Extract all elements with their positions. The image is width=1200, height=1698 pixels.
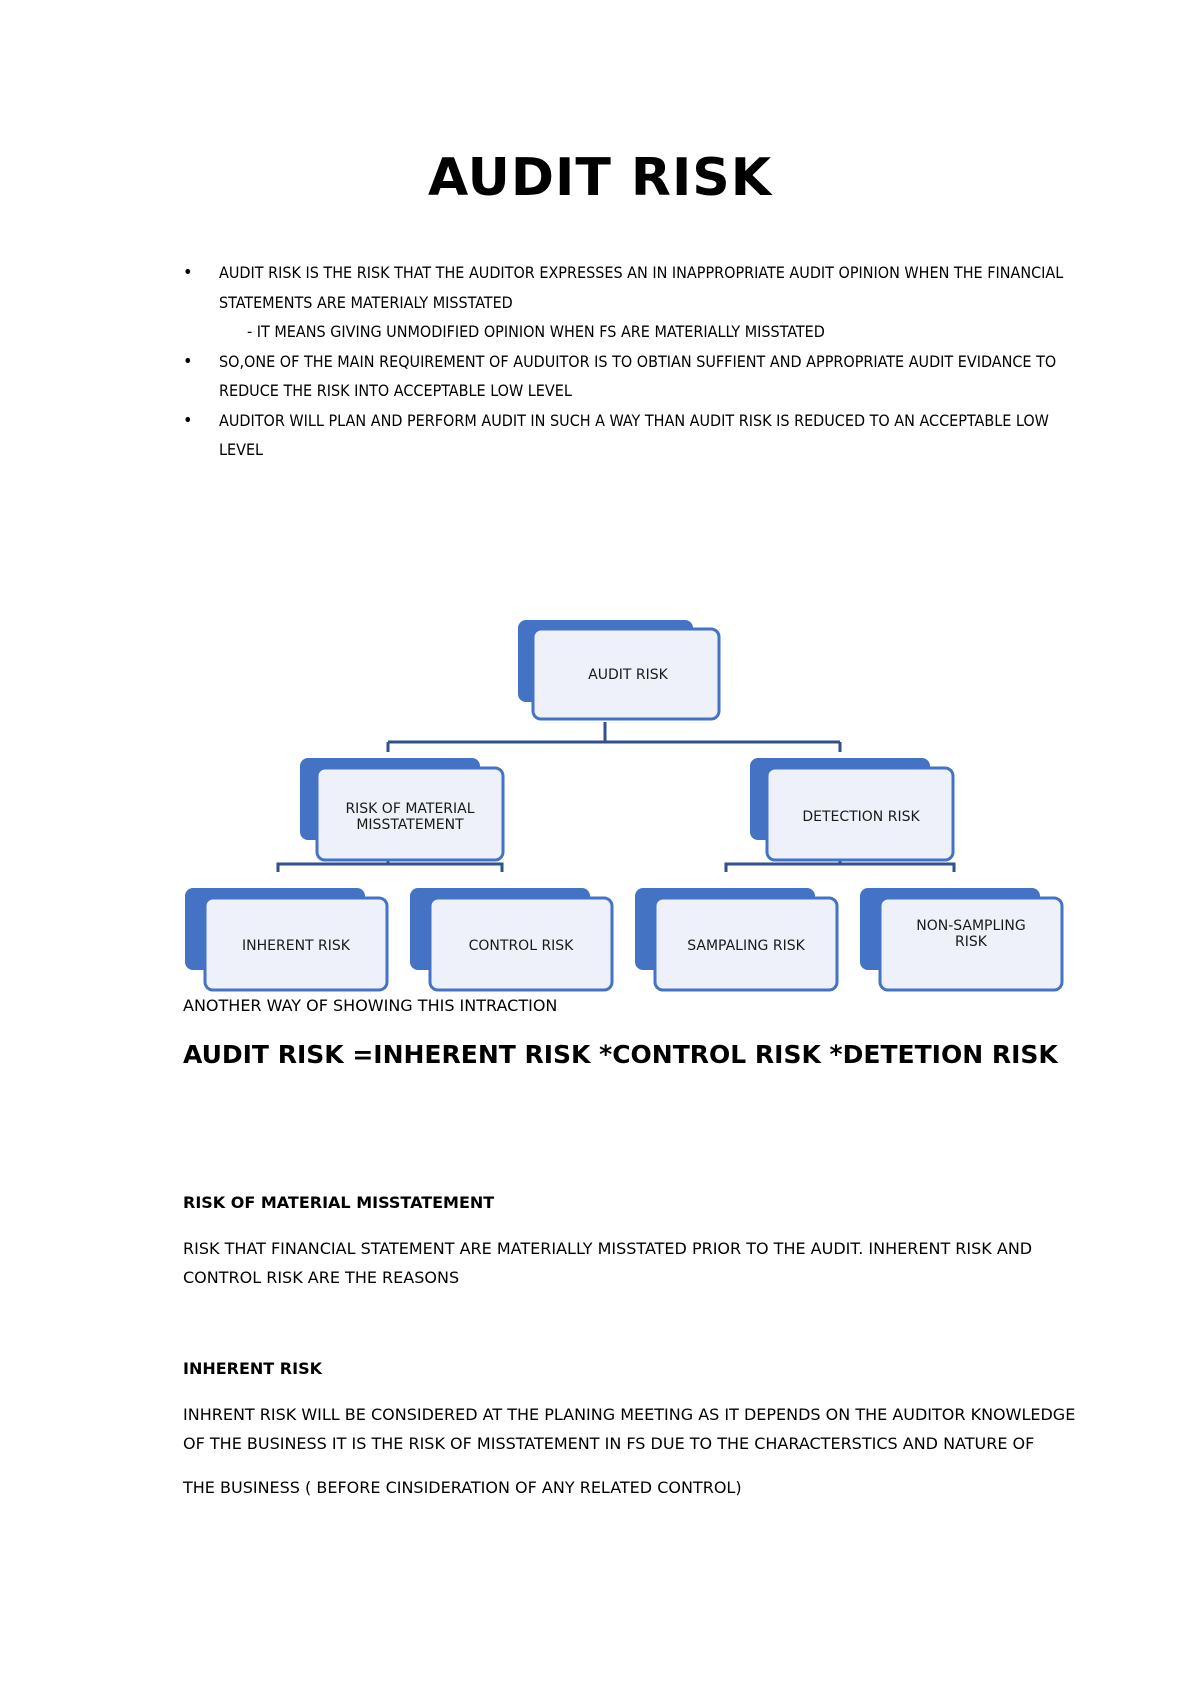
page-title: AUDIT RISK [427, 148, 773, 208]
bullet-item: • AUDITOR WILL PLAN AND PERFORM AUDIT IN SUCH A WAY THAN AUDIT RISK IS REDUCED TO AN ACCEPTABLE LOW LEVEL [183, 406, 1083, 465]
section-heading: INHERENT RISK [183, 1359, 322, 1378]
node-label: AUDIT RISK [588, 667, 668, 683]
bullet-item: • SO,ONE OF THE MAIN REQUIREMENT OF AUDUITOR IS TO OBTIAN SUFFIENT AND APPROPRIATE AUDIT EVIDANCE TO REDUCE THE RISK INTO ACCEPTABLE LOW LEVEL [183, 347, 1083, 406]
node-label: RISK OF MATERIAL [345, 801, 475, 817]
bullet-item: • AUDIT RISK IS THE RISK THAT THE AUDITOR EXPRESSES AN IN INAPPROPRIATE AUDIT OPINION WHEN THE FINANCIAL STATEMENTS ARE MATERIALY MISSTATED [183, 258, 1083, 317]
bullet-icon: • [183, 350, 193, 372]
bullet-list [183, 258, 1083, 465]
audit-risk-formula: AUDIT RISK =INHERENT RISK *CONTROL RISK *DETETION RISK [183, 1040, 1058, 1069]
node-label: NON-SAMPLING [916, 918, 1026, 934]
section-paragraph: INHRENT RISK WILL BE CONSIDERED AT THE PLANING MEETING AS IT DEPENDS ON THE AUDITOR KNOWLEDGE OF THE BUSINESS IT IS THE RISK OF MISSTATEMENT IN FS DUE TO THE CHARACTERSTICS AND NATURE OF [183, 1404, 1076, 1453]
bullet-icon: • [183, 262, 193, 283]
node-inherent-risk [185, 888, 387, 990]
sub-bullet-item: - IT MEANS GIVING UNMODIFIED OPINION WHEN FS ARE MATERIALLY MISSTATED [247, 322, 825, 341]
section-paragraph: RISK THAT FINANCIAL STATEMENT ARE MATERIALLY MISSTATED PRIOR TO THE AUDIT. INHERENT RISK AND CONTROL RISK ARE THE REASONS [183, 1238, 1033, 1287]
section-inherent-risk [183, 1354, 1083, 1502]
node-risk-of-material-misstatement [300, 758, 503, 860]
node-non-sampling-risk [860, 888, 1062, 990]
audit-risk-hierarchy-diagram [0, 600, 1200, 1020]
section-paragraph: THE BUSINESS ( BEFORE CINSIDERATION OF ANY RELATED CONTROL) [183, 1477, 742, 1497]
node-audit-risk [518, 620, 719, 719]
another-way-caption: ANOTHER WAY OF SHOWING THIS INTRACTION [183, 996, 558, 1015]
node-detection-risk [750, 758, 953, 860]
node-control-risk [410, 888, 612, 990]
node-sampling-risk [635, 888, 837, 990]
section-rmm [183, 1188, 1083, 1293]
bullet-icon: • [183, 409, 193, 431]
node-label: MISSTATEMENT [356, 817, 464, 833]
section-heading: RISK OF MATERIAL MISSTATEMENT [183, 1193, 495, 1212]
node-label: INHERENT RISK [242, 938, 350, 954]
node-label: CONTROL RISK [468, 938, 574, 954]
node-label: RISK [955, 934, 987, 950]
node-label: DETECTION RISK [802, 809, 920, 825]
node-label: SAMPALING RISK [687, 938, 805, 954]
